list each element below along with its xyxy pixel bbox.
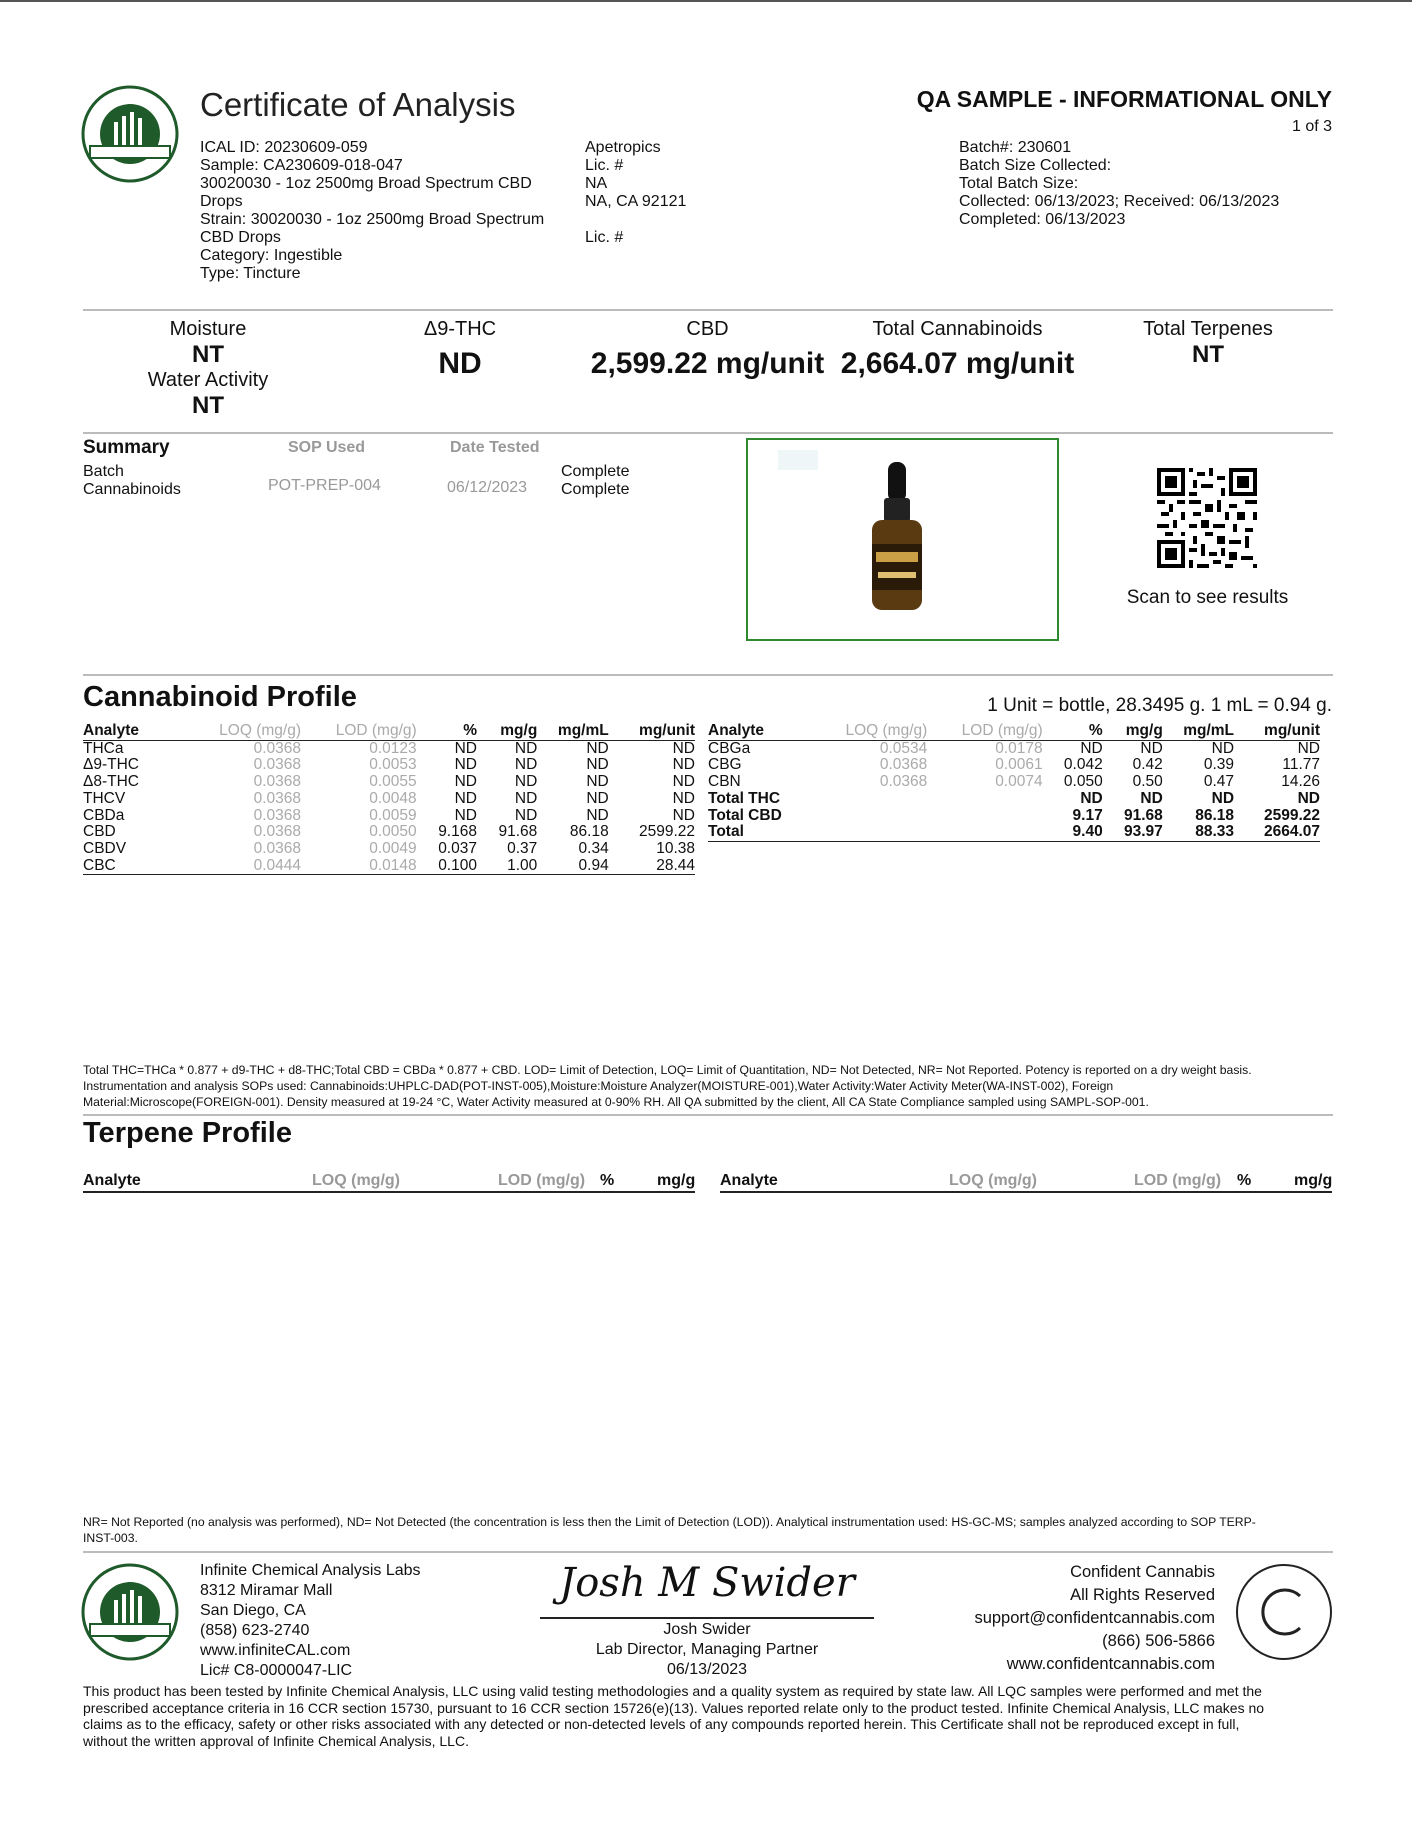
- total-cannabinoids-label: Total Cannabinoids: [872, 318, 1043, 340]
- collected-received: Collected: 06/13/2023; Received: 06/13/2023: [959, 193, 1280, 210]
- table-cell: CBD: [83, 823, 116, 841]
- column-header: LOQ (mg/g): [821, 723, 928, 740]
- column-header: mg/mL: [537, 723, 608, 740]
- cannabinoid-table-right: [708, 723, 1320, 842]
- total-terpenes-value: NT: [1192, 341, 1224, 368]
- table-cell: 0.0368: [253, 756, 301, 774]
- terp-header-rule: [83, 1191, 695, 1193]
- table-cell: ND: [672, 756, 695, 774]
- table-cell: 0.0444: [194, 858, 301, 875]
- table-cell: 0.100: [417, 858, 477, 875]
- disclaimer: [83, 1683, 1333, 1749]
- total-terpenes-kpi: [1108, 318, 1308, 369]
- column-header: LOD (mg/g): [301, 723, 417, 740]
- total-cannabinoids-value: 2,664.07 mg/unit: [840, 347, 1075, 380]
- table-cell: 14.26: [1281, 773, 1320, 791]
- table-cell: ND: [454, 739, 477, 757]
- strain: Strain: 30020030 - 1oz 2500mg Broad Spectrum: [200, 211, 545, 228]
- cbd-value: 2,599.22 mg/unit: [590, 347, 825, 380]
- table-cell: 0.0074: [995, 773, 1043, 791]
- cbd-label: CBD: [686, 318, 729, 340]
- table-cell: 0.050: [1063, 773, 1103, 791]
- table-cell: 0.39: [1203, 756, 1235, 774]
- table-cell: ND: [1080, 739, 1103, 757]
- lab-name: Infinite Chemical Analysis Labs: [200, 1562, 421, 1579]
- table-cell: ND: [1297, 739, 1320, 757]
- disclaimer-line: without the written approval of Infinite Chemical Analysis, LLC.: [83, 1732, 469, 1749]
- divider: [83, 674, 1333, 676]
- lab-address: 8312 Miramar Mall: [200, 1582, 333, 1599]
- client-lic-2: Lic. #: [585, 229, 624, 246]
- table-row: [83, 774, 695, 791]
- table-cell: ND: [454, 789, 477, 807]
- lab-website[interactable]: www.infiniteCAL.com: [200, 1642, 351, 1659]
- sop-header: SOP Used: [288, 439, 366, 456]
- category: Category: Ingestible: [200, 247, 343, 264]
- cannabinoid-notes: [83, 1062, 1333, 1110]
- table-cell: [927, 824, 1042, 841]
- table-cell: 0.0368: [253, 739, 301, 757]
- table-cell: CBGa: [708, 739, 751, 757]
- table-cell: Δ9-THC: [83, 756, 139, 774]
- batch-info: [959, 139, 1279, 229]
- date-tested-header: Date Tested: [450, 439, 540, 456]
- table-cell: 2664.07: [1234, 824, 1320, 841]
- table-cell: 2599.22: [1263, 806, 1320, 824]
- table-cell: 0.0368: [879, 773, 928, 791]
- moisture-kpi: [108, 318, 308, 420]
- cc-phone: (866) 506-5866: [1102, 1632, 1215, 1650]
- table-row: [708, 757, 1320, 774]
- terp-loq-header: LOQ (mg/g): [949, 1172, 1037, 1189]
- table-cell: ND: [514, 756, 538, 774]
- summary-row-cannabinoids: Cannabinoids: [83, 481, 181, 498]
- table-cell: Total: [708, 824, 821, 841]
- column-header: LOQ (mg/g): [194, 723, 301, 740]
- table-cell: 0.0053: [369, 756, 417, 774]
- signature: Josh M Swider: [559, 1560, 855, 1606]
- table-cell: ND: [586, 789, 609, 807]
- lab-contact: [200, 1561, 421, 1681]
- table-cell: 0.0148: [301, 858, 417, 875]
- sample-info: [200, 139, 544, 283]
- table-row: [708, 774, 1320, 791]
- table-cell: ND: [672, 739, 695, 757]
- client-info: [585, 139, 686, 247]
- table-cell: 0.0368: [253, 823, 301, 841]
- total-terpenes-label: Total Terpenes: [1143, 318, 1273, 340]
- lab-city: San Diego, CA: [200, 1602, 306, 1619]
- status-batch: Complete: [561, 463, 630, 480]
- table-cell: 0.0059: [369, 806, 417, 824]
- unit-note: 1 Unit = bottle, 28.3495 g. 1 mL = 0.94 g.: [987, 695, 1332, 716]
- signer-name: Josh Swider: [663, 1621, 751, 1638]
- table-cell: Total CBD: [708, 806, 782, 824]
- cannabinoid-profile-title: Cannabinoid Profile: [83, 681, 357, 713]
- table-cell: [821, 824, 928, 841]
- table-cell: 88.33: [1163, 824, 1234, 841]
- cc-name: Confident Cannabis: [1070, 1563, 1215, 1581]
- table-cell: ND: [586, 739, 609, 757]
- table-cell: CBN: [708, 773, 741, 791]
- table-cell: 0.94: [537, 858, 608, 875]
- cc-email[interactable]: support@confidentcannabis.com: [974, 1609, 1215, 1627]
- table-cell: ND: [1297, 789, 1320, 807]
- summary-date: 06/12/2023: [447, 479, 528, 496]
- sign-date: 06/13/2023: [666, 1661, 748, 1678]
- table-cell: 0.0534: [879, 739, 928, 757]
- table-row: [83, 808, 695, 825]
- table-cell: CBDV: [83, 839, 127, 857]
- note-line: Instrumentation and analysis SOPs used: Cannabinoids:UHPLC-DAD(POT-INST-005),Moisture:Moisture Analyzer(MOISTURE-001),Water Activity:Water Activity Meter(WA-INST-002), Foreign: [83, 1079, 1114, 1093]
- table-cell: 0.34: [578, 839, 609, 857]
- confident-cannabis-seal-icon: [1234, 1562, 1334, 1662]
- sample-id: Sample: CA230609-018-047: [200, 157, 403, 174]
- ical-id: ICAL ID: 20230609-059: [200, 139, 368, 156]
- table-cell: 0.042: [1063, 756, 1103, 774]
- thc-value: ND: [438, 347, 482, 380]
- note-line: NR= Not Reported (no analysis was performed), ND= Not Detected (the concentration is less then the Limit of Detection (LOD)). Analytical instrumentation used: HS-GC-MS; samples analyzed according to SOP TERP-: [83, 1515, 1256, 1529]
- thc-label: Δ9-THC: [423, 318, 497, 340]
- completed-date: Completed: 06/13/2023: [959, 211, 1126, 228]
- note-line: INST-003.: [83, 1531, 138, 1545]
- table-cell: [927, 808, 1042, 825]
- table-cell: 10.38: [656, 839, 695, 857]
- terp-mgg-header: mg/g: [1294, 1172, 1333, 1189]
- moisture-value: NT: [192, 341, 224, 368]
- strain-cont: CBD Drops: [200, 229, 281, 246]
- table-cell: 0.0048: [369, 789, 417, 807]
- table-cell: 0.0055: [369, 773, 417, 791]
- table-cell: 9.40: [1043, 824, 1103, 841]
- table-cell: ND: [1211, 789, 1235, 807]
- table-cell: 0.0368: [253, 839, 301, 857]
- table-cell: 0.42: [1132, 756, 1163, 774]
- water-activity-value: NT: [192, 392, 224, 419]
- cc-rights: All Rights Reserved: [1070, 1586, 1215, 1604]
- table-cell: 2599.22: [638, 823, 695, 841]
- disclaimer-line: claims as to the efficacy, safety or other risks associated with any detected or non-detected levels of any compounds reported herein. This Certificate shall not be reproduced except in full,: [83, 1716, 1240, 1732]
- status-cannabinoids: Complete: [561, 481, 630, 498]
- table-cell: 0.0368: [879, 756, 928, 774]
- client-address: NA: [585, 175, 608, 192]
- column-header: mg/unit: [609, 723, 695, 740]
- table-cell: [821, 808, 928, 825]
- signature-line: [540, 1617, 874, 1619]
- scan-to-see-results: Scan to see results: [1126, 587, 1289, 608]
- divider: [83, 1551, 1333, 1553]
- table-row: [83, 858, 695, 875]
- terp-analyte-header: Analyte: [83, 1172, 141, 1189]
- table-cell: ND: [454, 773, 477, 791]
- table-cell: 0.0178: [995, 739, 1043, 757]
- table-row: [708, 740, 1320, 757]
- thc-kpi: [380, 318, 540, 381]
- qr-code-icon[interactable]: [1157, 468, 1257, 568]
- table-cell: ND: [514, 789, 538, 807]
- summary-title: Summary: [83, 437, 170, 458]
- column-header: %: [417, 723, 477, 740]
- table-cell: ND: [672, 789, 695, 807]
- note-line: Total THC=THCa * 0.877 + d9-THC + d8-THC;Total CBD = CBDa * 0.877 + CBD. LOD= Limit of Detection, LOQ= Limit of Quantitation, ND= Not Detected, NR= Not Reported. Potency is reported on a dry weight basis.: [83, 1063, 1252, 1077]
- table-cell: 1.00: [477, 858, 537, 875]
- table-cell: ND: [454, 806, 477, 824]
- total-row: [708, 824, 1320, 841]
- table-cell: 91.68: [1124, 806, 1163, 824]
- cbd-kpi: [580, 318, 835, 381]
- terp-mgg-header: mg/g: [657, 1172, 696, 1189]
- tincture-bottle-icon: [748, 440, 1057, 639]
- batch-size-collected: Batch Size Collected:: [959, 157, 1112, 174]
- column-header: Analyte: [708, 723, 821, 740]
- table-cell: CBG: [708, 756, 742, 774]
- table-cell: 0.0123: [369, 739, 417, 757]
- cannabinoid-table-left: [83, 723, 695, 875]
- table-cell: CBDa: [83, 806, 125, 824]
- table-cell: 91.68: [498, 823, 538, 841]
- client-lic: Lic. #: [585, 157, 624, 174]
- disclaimer-line: This product has been tested by Infinite Chemical Analysis, LLC using valid testing methodologies and a quality system as required by state law. All LQC samples were performed and met the: [83, 1683, 1262, 1699]
- product-name-cont: Drops: [200, 193, 243, 210]
- client-name: Apetropics: [585, 139, 661, 156]
- table-cell: ND: [672, 773, 695, 791]
- table-cell: ND: [1140, 739, 1163, 757]
- column-header: mg/g: [477, 723, 537, 740]
- table-cell: CBC: [83, 858, 194, 875]
- total-batch-size: Total Batch Size:: [959, 175, 1079, 192]
- table-row: [83, 824, 695, 841]
- table-cell: ND: [1140, 789, 1163, 807]
- divider: [83, 309, 1333, 311]
- terp-pct-header: %: [1237, 1172, 1252, 1189]
- table-row: [83, 841, 695, 858]
- table-cell: ND: [454, 756, 477, 774]
- table-row: [83, 791, 695, 808]
- table-cell: ND: [514, 806, 538, 824]
- table-header: [83, 723, 695, 740]
- table-cell: ND: [586, 806, 609, 824]
- type: Type: Tincture: [200, 265, 301, 282]
- terp-loq-header: LOQ (mg/g): [312, 1172, 400, 1189]
- terp-lod-header: LOD (mg/g): [498, 1172, 586, 1189]
- table-cell: ND: [586, 773, 609, 791]
- product-name: 30020030 - 1oz 2500mg Broad Spectrum CBD: [200, 175, 532, 192]
- terp-header-rule: [720, 1191, 1332, 1193]
- table-cell: 0.37: [507, 839, 538, 857]
- table-cell: 0.0050: [369, 823, 417, 841]
- summary-row-batch: Batch: [83, 463, 124, 480]
- table-cell: ND: [514, 773, 538, 791]
- signer-title: Lab Director, Managing Partner: [595, 1641, 819, 1658]
- note-line: Material:Microscope(FOREIGN-001). Density measured at 19-24 °C, Water Activity measured at 0-90% RH. All QA submitted by the client, All CA State Compliance sampled using SAMPL-SOP-001.: [83, 1095, 1149, 1109]
- table-cell: 9.168: [438, 823, 477, 841]
- total-row: [708, 791, 1320, 808]
- lab-license: Lic# C8-0000047-LIC: [200, 1662, 353, 1679]
- table-cell: 0.0368: [253, 773, 301, 791]
- table-cell: 11.77: [1282, 756, 1320, 774]
- table-cell: 0.0368: [253, 806, 301, 824]
- top-rule: [0, 0, 1412, 2]
- cc-website[interactable]: www.confidentcannabis.com: [1006, 1655, 1215, 1673]
- column-header: mg/mL: [1163, 723, 1234, 740]
- terp-lod-header: LOD (mg/g): [1134, 1172, 1222, 1189]
- lab-logo-icon: [80, 84, 180, 184]
- table-cell: [821, 791, 928, 808]
- table-cell: 0.0049: [369, 839, 417, 857]
- signer-block: [540, 1620, 874, 1680]
- lab-phone: (858) 623-2740: [200, 1622, 310, 1639]
- summary-status: [561, 463, 629, 499]
- client-city: NA, CA 92121: [585, 193, 687, 210]
- divider: [83, 432, 1333, 434]
- table-cell: 28.44: [609, 858, 695, 875]
- disclaimer-line: prescribed acceptance criteria in 16 CCR section 15730, pursuant to 16 CCR section 15726(e)(13). Values reported relate only to the product tested. Infinite Chemical Analysis, LLC makes no: [83, 1699, 1265, 1716]
- column-header: mg/g: [1103, 723, 1163, 740]
- terpene-notes: [83, 1514, 1333, 1546]
- table-cell: 0.47: [1203, 773, 1235, 791]
- divider: [83, 1114, 1333, 1116]
- table-cell: 86.18: [1195, 806, 1235, 824]
- batch-number: Batch#: 230601: [959, 139, 1072, 156]
- table-cell: 93.97: [1103, 824, 1163, 841]
- water-activity-label: Water Activity: [147, 369, 269, 391]
- lab-logo-icon: [80, 1562, 180, 1662]
- terpene-profile-title: Terpene Profile: [83, 1117, 292, 1149]
- table-cell: 0.0061: [995, 756, 1043, 774]
- product-photo: [746, 438, 1059, 641]
- total-cannabinoids-kpi: [835, 318, 1080, 381]
- terp-analyte-header: Analyte: [720, 1172, 778, 1189]
- table-cell: ND: [672, 806, 695, 824]
- confident-cannabis-contact: [974, 1561, 1215, 1676]
- moisture-label: Moisture: [169, 318, 247, 340]
- table-cell: THCV: [83, 789, 126, 807]
- qa-banner: QA SAMPLE - INFORMATIONAL ONLY: [916, 86, 1332, 112]
- table-row: [83, 757, 695, 774]
- table-cell: THCa: [83, 739, 124, 757]
- table-row: [83, 740, 695, 757]
- document-title: Certificate of Analysis: [200, 86, 516, 123]
- table-cell: Total THC: [708, 789, 781, 807]
- table-cell: ND: [1080, 789, 1103, 807]
- table-cell: 0.037: [438, 839, 477, 857]
- table-cell: [927, 791, 1042, 808]
- total-row: [708, 808, 1320, 825]
- summary-names: [83, 463, 181, 499]
- table-cell: ND: [586, 756, 609, 774]
- column-header: Analyte: [83, 723, 194, 740]
- summary-sop: POT-PREP-004: [268, 477, 381, 494]
- column-header: mg/unit: [1234, 723, 1320, 740]
- table-cell: 0.0368: [253, 789, 301, 807]
- table-cell: 86.18: [569, 823, 609, 841]
- table-cell: Δ8-THC: [83, 773, 139, 791]
- column-header: LOD (mg/g): [927, 723, 1042, 740]
- column-header: %: [1043, 723, 1103, 740]
- table-cell: 0.50: [1132, 773, 1163, 791]
- terp-pct-header: %: [600, 1172, 615, 1189]
- table-header: [708, 723, 1320, 740]
- table-cell: ND: [1211, 739, 1235, 757]
- page-number: 1 of 3: [1291, 118, 1332, 135]
- table-cell: 9.17: [1072, 806, 1103, 824]
- table-cell: ND: [514, 739, 538, 757]
